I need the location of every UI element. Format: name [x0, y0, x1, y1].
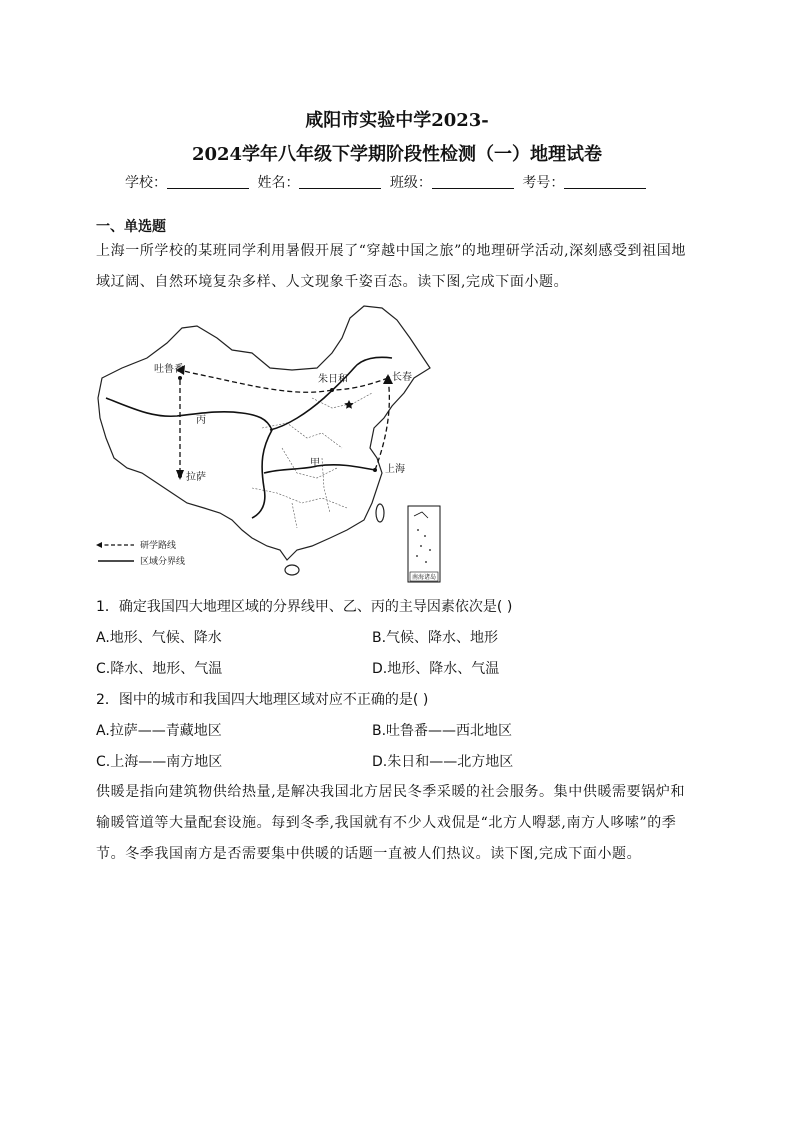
- question-1-option-a: A.地形、气候、降水: [96, 630, 222, 646]
- name-label: 姓名：: [257, 175, 300, 191]
- legend-route: 研学路线: [140, 541, 177, 551]
- hainan-island: [285, 565, 299, 575]
- exam-number-label: 考号：: [522, 175, 565, 191]
- city-dot-shanghai: [373, 468, 377, 472]
- school-label: 学校：: [125, 175, 167, 191]
- question-1-option-c: C.降水、地形、气温: [96, 661, 223, 677]
- city-label-shanghai: 上海: [385, 464, 405, 475]
- china-map: [92, 298, 442, 584]
- legend-boundary: 区域分界线: [140, 557, 186, 567]
- name-blank: [299, 174, 381, 189]
- title-line-2: 2024学年八年级下学期阶段性检测（一）地理试卷: [191, 144, 603, 165]
- question-2-option-b: B.吐鲁番——西北地区: [372, 723, 513, 739]
- exam-number-blank: [564, 174, 646, 189]
- city-label-lhasa: 拉萨: [186, 472, 206, 483]
- city-dot-changchun: [386, 376, 390, 380]
- class-blank: [432, 174, 514, 189]
- question-1-option-d: D.地形、降水、气温: [372, 661, 500, 677]
- question-2-option-c: C.上海——南方地区: [96, 754, 223, 770]
- city-dot-zhurihe: [330, 388, 334, 392]
- passage-2: 供暖是指向建筑物供给热量,是解决我国北方居民冬季采暖的社会服务。集中供暖需要锅炉和输暖管道等大量配套设施。每到冬季,我国就有不少人戏侃是“北方人嘚瑟,南方人哆嗦”的季节。冬季我国南方是否需要集中供暖的话题一直被人们热议。读下图,完成下面小题。: [96, 784, 686, 862]
- map-legend: [96, 539, 185, 567]
- city-label-turpan: 吐鲁番: [154, 364, 184, 375]
- city-dot-lhasa: [178, 474, 182, 478]
- boundary-line-bing: [106, 398, 272, 518]
- inset-label: 南海诸岛: [412, 574, 437, 581]
- boundary-line-yi: [270, 357, 392, 430]
- student-info-row: [125, 172, 650, 192]
- title-line-1: 咸阳市实验中学2023-: [305, 110, 489, 131]
- section-title: 一、单选题: [96, 219, 166, 235]
- taiwan-island: [376, 504, 384, 522]
- capital-star: [344, 400, 353, 409]
- city-label-changchun: 长春: [392, 372, 412, 383]
- question-1-stem: 1．确定我国四大地理区域的分界线甲、乙、丙的主导因素依次是( ): [96, 599, 513, 615]
- question-1-option-b: B.气候、降水、地形: [372, 630, 499, 646]
- south-china-sea-inset: [408, 506, 440, 582]
- passage-1: 上海一所学校的某班同学利用暑假开展了“穿越中国之旅”的地理研学活动,深刻感受到祖国地域辽阔、自然环境复杂多样、人文现象千姿百态。读下图,完成下面小题。: [96, 243, 686, 290]
- city-dot-turpan: [178, 376, 182, 380]
- line-label-jia: 甲: [310, 458, 320, 469]
- school-blank: [167, 174, 249, 189]
- question-2-option-d: D.朱日和——北方地区: [372, 754, 514, 770]
- city-label-zhurihe: 朱日和: [318, 374, 348, 385]
- class-label: 班级：: [389, 175, 432, 191]
- question-2-stem: 2．图中的城市和我国四大地理区域对应不正确的是( ): [96, 692, 429, 708]
- line-label-bing: 丙: [196, 415, 206, 426]
- route-zhurihe-turpan: [176, 370, 332, 392]
- question-2-option-a: A.拉萨——青藏地区: [96, 723, 222, 739]
